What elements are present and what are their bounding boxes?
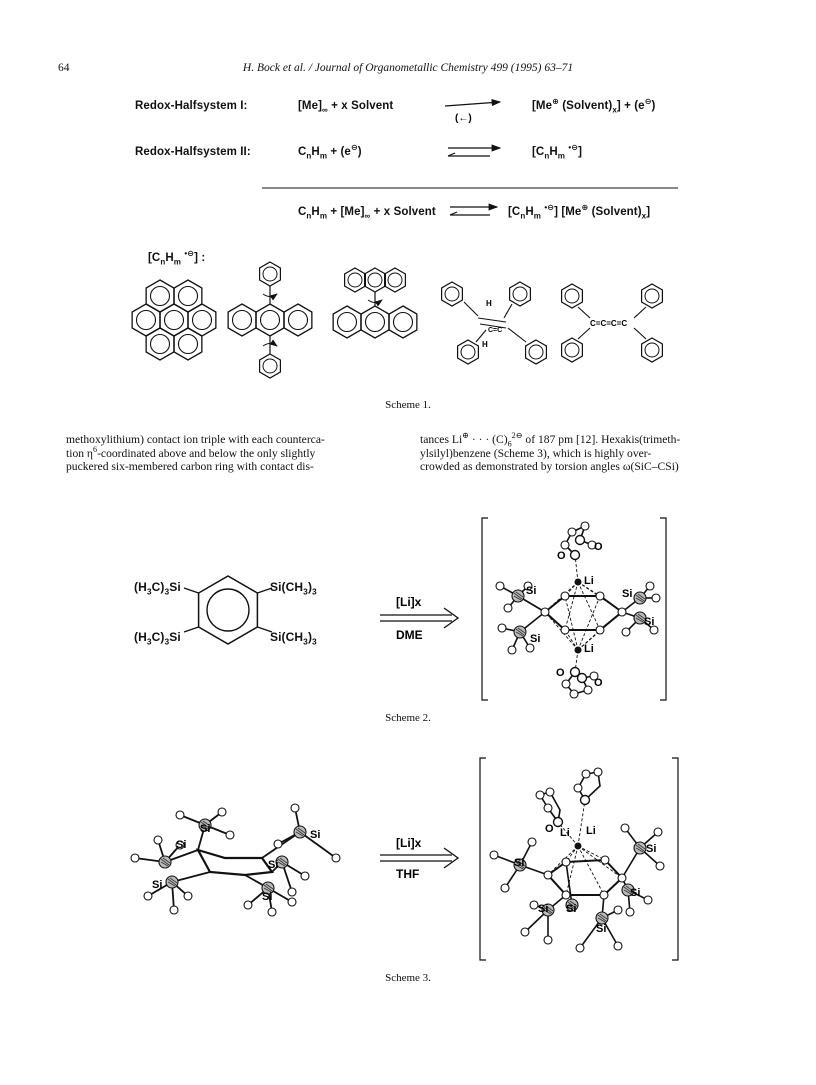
redox-1-left: $[Me]_\infty + x$ Solvent [298,100,394,115]
tetraphenylethylene [442,282,547,364]
scheme2-substituent-bottom-right: $Si(CH_3)_3$ [270,630,317,647]
svg-text:Si: Si [646,843,657,855]
svg-text:Si: Si [200,823,211,835]
scheme3-reaction-arrow [380,848,458,868]
svg-text:Si: Si [566,903,577,915]
tetraphenylbutatriene [562,284,663,362]
svg-text:O: O [557,550,566,562]
body-text-left-column: methoxylithium) contact ion triple with each counterca- tion $\eta^6$-coordinated above and below the only slightly puckered six-membered carbon ring with contact dis- [66,433,325,473]
arrow-row1 [445,102,500,124]
scheme2-solvent: DME [396,628,423,642]
cumulene-label: C=C=C=C [590,319,628,328]
svg-text:O: O [545,823,554,835]
alkene-h-bottom: H [482,340,488,349]
scheme2-reagent: [Li]x [396,595,422,609]
svg-text:Si: Si [596,923,607,935]
scheme2-substituent-top-right: $Si(CH_3)_3$ [270,580,317,597]
arrow-row1-note: (←) [455,113,472,124]
svg-text:Li: Li [584,575,594,587]
alkene-h-top: H [486,299,492,308]
scheme2-substituent-bottom-left: $(H_3C)_3Si$ [134,630,181,647]
redox-2-left: $C_nH_m + (e^⊖)$ [298,143,362,161]
svg-text:Li: Li [584,643,594,655]
scheme3-substrate-atoms [131,804,340,916]
svg-text:O: O [594,541,603,553]
svg-text:Si: Si [152,879,163,891]
scheme2-substituent-top-left: $(H_3C)_3Si$ [134,580,181,597]
svg-text:O: O [594,677,603,689]
svg-text:Si: Si [268,859,279,871]
svg-text:Si: Si [644,616,655,628]
redox-2-right: [$C_nH_m$ •⊖] [532,143,583,161]
svg-text:Si: Si [530,633,541,645]
svg-text:Si: Si [262,891,273,903]
scheme3-caption: Scheme 3. [385,972,431,984]
redox-3-right: [$C_nH_m$ •⊖] [Me⊕ $(Solvent)_x$] [508,203,651,221]
svg-text:Si: Si [176,839,187,851]
body-text-right-column: tances Li⊕ · · · $(C)_6^{2⊖}$ of 187 pm [12]. Hexakis(trimeth- ylsilyl)benzene (Scheme 3), which is highly over- crowded as demonstrated by torsion angles ω(SiC–CSi) [420,431,681,473]
svg-text:O: O [556,667,565,679]
redox-halfsystem-1-label: Redox-Halfsystem I: [135,100,248,112]
equilibrium-arrow-row2 [448,148,500,156]
polycyclic-aromatic-1 [132,280,216,360]
scheme2-substrate-benzene [184,576,272,644]
scheme3-solvent: THF [396,867,420,881]
redox-3-left: $C_nH_m + [Me]_\infty + x$ Solvent [298,206,436,221]
redox-1-right: [Me⊕ $(Solvent)_x] + (e^⊖)$ [532,97,656,115]
svg-text:Si: Si [310,829,321,841]
bianthryl [333,268,417,338]
svg-text:Si: Si [538,903,549,915]
scheme2-reaction-arrow [380,608,458,628]
diphenylanthracene [228,262,312,378]
svg-text:Si: Si [622,588,633,600]
equilibrium-arrow-row3 [450,207,497,215]
scheme2-caption: Scheme 2. [385,712,431,724]
radical-anion-label: [$C_nH_m$ •⊖] : [148,249,206,267]
svg-text:Si: Si [514,857,525,869]
svg-text:Si: Si [526,585,537,597]
svg-text:Li: Li [560,827,570,839]
redox-halfsystem-2-label: Redox-Halfsystem II: [135,146,251,158]
svg-text:Si: Si [630,887,641,899]
scheme3-reagent: [Li]x [396,836,422,850]
scheme2-atoms [496,522,660,698]
scheme1-caption: Scheme 1. [385,399,431,411]
page-number: 64 [58,62,70,74]
svg-text:Li: Li [586,825,596,837]
running-title: H. Bock et al. / Journal of Organometallic Chemistry 499 (1995) 63–71 [242,62,574,74]
alkene-cc-label: C=C [488,327,503,334]
